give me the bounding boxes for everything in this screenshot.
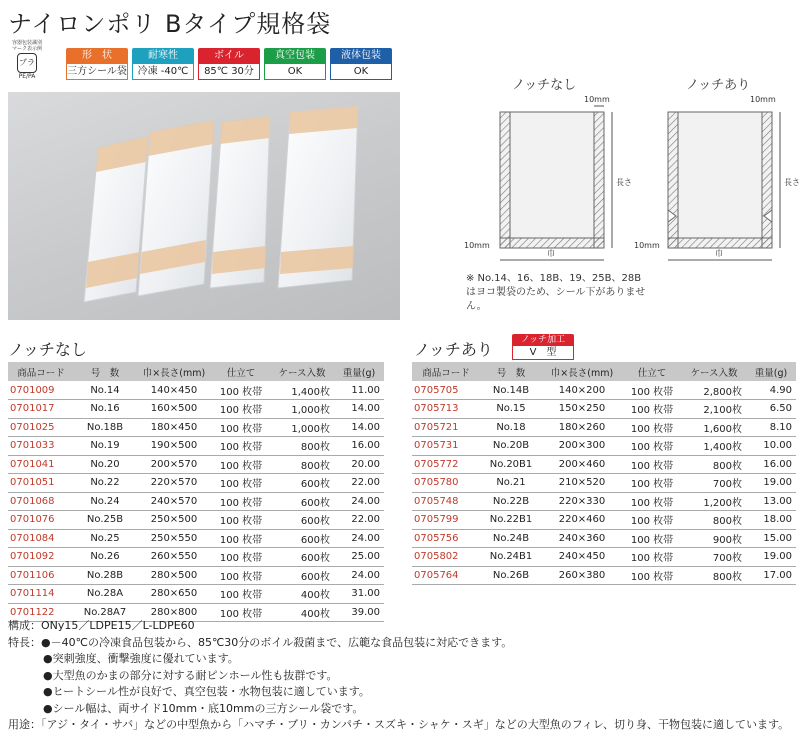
spec-head: ボイル — [198, 48, 260, 64]
cell-number: No.18B — [74, 418, 136, 437]
cell-code: 0705748 — [412, 492, 480, 511]
cell-code: 0701017 — [8, 400, 74, 419]
cell-code: 0705772 — [412, 455, 480, 474]
cell-size: 240×570 — [136, 492, 212, 511]
table-row — [412, 455, 796, 474]
pla-icon: プラ — [17, 53, 37, 73]
cell-code: 0705713 — [412, 400, 480, 419]
cell-finish: 100 枚帯 — [212, 381, 270, 400]
bag-2 — [138, 120, 214, 296]
cell-code: 0705764 — [412, 566, 480, 585]
table-row — [8, 400, 384, 419]
dim-10mm-top: 10mm — [584, 95, 610, 104]
feature-item: ●－40℃の冷凍食品包装から、85℃30分のボイル殺菌まで、広範な食品包装に対応できます。 — [41, 635, 513, 649]
bags-illustration — [8, 92, 400, 320]
cell-weight: 24.00 — [334, 492, 384, 511]
col-weight: 重量(g) — [334, 362, 384, 381]
cell-size: 240×450 — [542, 548, 622, 567]
cell-size: 240×360 — [542, 529, 622, 548]
cell-code: 0705721 — [412, 418, 480, 437]
col-code: 商品コード — [412, 362, 480, 381]
table-row — [412, 511, 796, 530]
table-row — [8, 474, 384, 493]
cell-case: 700枚 — [682, 474, 746, 493]
cell-weight: 16.00 — [746, 455, 796, 474]
cell-weight: 6.50 — [746, 400, 796, 419]
cell-finish: 100 枚帯 — [622, 492, 682, 511]
table-nonotch — [8, 362, 384, 622]
feature-item: ●シール幅は、両サイド10mm・底10mmの三方シール袋です。 — [43, 701, 364, 715]
cell-finish: 100 枚帯 — [212, 455, 270, 474]
cell-finish: 100 枚帯 — [212, 418, 270, 437]
cell-code: 0701106 — [8, 566, 74, 585]
dim-10mm-bottom-notch: 10mm — [634, 241, 660, 250]
cell-finish: 100 枚帯 — [622, 400, 682, 419]
cell-case: 1,400枚 — [270, 381, 334, 400]
bag-3 — [210, 116, 270, 288]
cell-case: 900枚 — [682, 529, 746, 548]
cell-size: 200×460 — [542, 455, 622, 474]
cell-code: 0701068 — [8, 492, 74, 511]
table-row — [8, 548, 384, 567]
cell-number: No.21 — [480, 474, 542, 493]
cell-case: 600枚 — [270, 566, 334, 585]
section-nonotch: ノッチなし — [8, 340, 87, 359]
cell-case: 2,100枚 — [682, 400, 746, 419]
cell-number: No.26B — [480, 566, 542, 585]
notch-badge — [512, 334, 574, 360]
cell-case: 400枚 — [270, 585, 334, 604]
cell-code: 0705799 — [412, 511, 480, 530]
cell-case: 400枚 — [270, 603, 334, 622]
cell-weight: 22.00 — [334, 474, 384, 493]
dim-10mm-top-notch: 10mm — [750, 95, 776, 104]
cell-number: No.18 — [480, 418, 542, 437]
table-row — [8, 492, 384, 511]
table-notch — [412, 362, 796, 585]
cell-number: No.22B — [480, 492, 542, 511]
cell-finish: 100 枚帯 — [622, 437, 682, 456]
table-row — [412, 566, 796, 585]
cell-weight: 18.00 — [746, 511, 796, 530]
cell-case: 2,800枚 — [682, 381, 746, 400]
spec-head: 耐寒性 — [132, 48, 194, 64]
cell-case: 1,000枚 — [270, 418, 334, 437]
cell-size: 180×450 — [136, 418, 212, 437]
diagram-label-notch: ノッチあり — [686, 78, 751, 93]
composition: 構成：ONy15／LDPE15／L-LDPE60 — [8, 619, 195, 632]
col-size: 巾×長さ(mm) — [136, 362, 212, 381]
cell-number: No.24B1 — [480, 548, 542, 567]
cell-number: No.16 — [74, 400, 136, 419]
cell-size: 280×500 — [136, 566, 212, 585]
cell-finish: 100 枚帯 — [622, 548, 682, 567]
usage: 用途：「アジ・タイ・サバ」などの中型魚から「ハマチ・ブリ・カンパチ・スズキ・シャケ・スギ」などの大型魚のフィレ、切り身、干物包装に適しています。 — [8, 718, 790, 731]
spec-value: OK — [330, 64, 392, 80]
cell-case: 1,600枚 — [682, 418, 746, 437]
col-case: ケース入数 — [270, 362, 334, 381]
cell-weight: 22.00 — [334, 511, 384, 530]
cell-size: 150×250 — [542, 400, 622, 419]
recycle-material: PE/PA — [18, 73, 36, 80]
table-row — [412, 418, 796, 437]
cell-finish: 100 枚帯 — [212, 603, 270, 622]
cell-finish: 100 枚帯 — [212, 400, 270, 419]
table-row — [412, 529, 796, 548]
spec-value: OK — [264, 64, 326, 80]
cell-size: 260×550 — [136, 548, 212, 567]
spec-value: 冷凍 -40℃ — [132, 64, 194, 80]
table-row — [8, 585, 384, 604]
cell-number: No.28A7 — [74, 603, 136, 622]
cell-size: 260×380 — [542, 566, 622, 585]
col-code: 商品コード — [8, 362, 74, 381]
cell-number: No.24B — [480, 529, 542, 548]
table-row — [8, 437, 384, 456]
cell-size: 220×330 — [542, 492, 622, 511]
cell-size: 220×570 — [136, 474, 212, 493]
cell-weight: 19.00 — [746, 474, 796, 493]
cell-size: 220×460 — [542, 511, 622, 530]
cell-weight: 15.00 — [746, 529, 796, 548]
col-finish: 仕立て — [212, 362, 270, 381]
cell-number: No.14 — [74, 381, 136, 400]
table-row — [8, 381, 384, 400]
table-row — [412, 400, 796, 419]
spec-shape — [66, 48, 128, 80]
cell-weight: 24.00 — [334, 566, 384, 585]
cell-code: 0701092 — [8, 548, 74, 567]
cell-number: No.15 — [480, 400, 542, 419]
cell-size: 180×260 — [542, 418, 622, 437]
cell-number: No.25B — [74, 511, 136, 530]
cell-case: 1,000枚 — [270, 400, 334, 419]
spec-value: 85℃ 30分 — [198, 64, 260, 80]
badge-bottom: V 型 — [512, 346, 574, 360]
table-row — [412, 474, 796, 493]
table-row — [8, 529, 384, 548]
cell-weight: 11.00 — [334, 381, 384, 400]
cell-size: 140×200 — [542, 381, 622, 400]
cell-size: 200×570 — [136, 455, 212, 474]
cell-size: 250×550 — [136, 529, 212, 548]
cell-weight: 39.00 — [334, 603, 384, 622]
cell-number: No.28A — [74, 585, 136, 604]
table-row — [8, 455, 384, 474]
spec-tabs — [66, 48, 392, 80]
bag-1 — [84, 136, 148, 302]
cell-code: 0705756 — [412, 529, 480, 548]
cell-weight: 14.00 — [334, 418, 384, 437]
dim-length-notch: 長さ — [784, 178, 800, 187]
table-header-row — [8, 362, 384, 381]
cell-weight: 10.00 — [746, 437, 796, 456]
cell-finish: 100 枚帯 — [212, 474, 270, 493]
cell-case: 800枚 — [682, 511, 746, 530]
note-text: ※ No.14、16、18B、19、25B、28B はヨコ製袋のため、シール下がありません。 — [466, 273, 646, 312]
spec-boil — [198, 48, 260, 80]
diagram-notch — [634, 95, 800, 260]
product-photo — [8, 92, 400, 320]
cell-code: 0701033 — [8, 437, 74, 456]
table-row — [8, 566, 384, 585]
cell-size: 140×450 — [136, 381, 212, 400]
features — [8, 635, 798, 652]
cell-case: 800枚 — [270, 437, 334, 456]
bag-4 — [278, 106, 358, 288]
diagram-label-nonotch: ノッチなし — [512, 78, 577, 93]
page-title: ナイロンポリ Bタイプ規格袋 — [8, 10, 332, 38]
cell-weight: 16.00 — [334, 437, 384, 456]
diagram-nonotch — [464, 95, 632, 260]
cell-case: 600枚 — [270, 492, 334, 511]
dim-width: 巾 — [547, 249, 555, 258]
feature-item: ●ヒートシール性が良好で、真空包装・水物包装に適しています。 — [43, 685, 370, 698]
cell-number: No.20B — [480, 437, 542, 456]
cell-weight: 20.00 — [334, 455, 384, 474]
cell-case: 1,200枚 — [682, 492, 746, 511]
cell-case: 700枚 — [682, 548, 746, 567]
cell-case: 600枚 — [270, 474, 334, 493]
dim-width-notch: 巾 — [715, 249, 723, 258]
spec-value: 三方シール袋 — [66, 64, 128, 80]
cell-finish: 100 枚帯 — [212, 437, 270, 456]
features-label: 特長： — [8, 635, 41, 649]
cell-number: No.20 — [74, 455, 136, 474]
col-weight: 重量(g) — [746, 362, 796, 381]
spec-cold — [132, 48, 194, 80]
cell-size: 190×500 — [136, 437, 212, 456]
cell-number: No.26 — [74, 548, 136, 567]
cell-case: 600枚 — [270, 548, 334, 567]
cell-size: 250×500 — [136, 511, 212, 530]
table-row — [412, 548, 796, 567]
cell-finish: 100 枚帯 — [212, 529, 270, 548]
cell-finish: 100 枚帯 — [212, 566, 270, 585]
cell-number: No.14B — [480, 381, 542, 400]
cell-code: 0705731 — [412, 437, 480, 456]
cell-finish: 100 枚帯 — [212, 492, 270, 511]
cell-code: 0701076 — [8, 511, 74, 530]
table-row — [8, 418, 384, 437]
cell-number: No.20B1 — [480, 455, 542, 474]
cell-number: No.25 — [74, 529, 136, 548]
cell-code: 0701084 — [8, 529, 74, 548]
spec-liquid — [330, 48, 392, 80]
cell-case: 800枚 — [270, 455, 334, 474]
cell-weight: 4.90 — [746, 381, 796, 400]
cell-number: No.28B — [74, 566, 136, 585]
cell-weight: 14.00 — [334, 400, 384, 419]
recycle-caption: 容器包装識別マーク表示例 — [11, 40, 42, 52]
cell-code: 0701041 — [8, 455, 74, 474]
cell-code: 0705802 — [412, 548, 480, 567]
cell-weight: 8.10 — [746, 418, 796, 437]
dim-length: 長さ — [616, 178, 632, 187]
recycle-mark — [10, 40, 44, 82]
col-number: 号 数 — [74, 362, 136, 381]
cell-finish: 100 枚帯 — [212, 548, 270, 567]
cell-weight: 17.00 — [746, 566, 796, 585]
badge-top: ノッチ加工 — [512, 334, 574, 346]
dim-10mm-bottom: 10mm — [464, 241, 490, 250]
spec-head: 液体包装 — [330, 48, 392, 64]
table-row — [412, 437, 796, 456]
col-case: ケース入数 — [682, 362, 746, 381]
cell-finish: 100 枚帯 — [622, 529, 682, 548]
feature-item: ●大型魚のかまの部分に対する耐ピンホール性も抜群です。 — [43, 668, 338, 682]
table-row — [8, 511, 384, 530]
cell-code: 0705780 — [412, 474, 480, 493]
cell-code: 0701009 — [8, 381, 74, 400]
cell-case: 800枚 — [682, 455, 746, 474]
description — [8, 618, 798, 734]
cell-finish: 100 枚帯 — [622, 418, 682, 437]
cell-code: 0701122 — [8, 603, 74, 622]
cell-case: 600枚 — [270, 529, 334, 548]
spec-head: 形 状 — [66, 48, 128, 64]
section-notch: ノッチあり — [414, 340, 493, 359]
cell-code: 0701025 — [8, 418, 74, 437]
cell-finish: 100 枚帯 — [212, 585, 270, 604]
cell-code: 0701114 — [8, 585, 74, 604]
feature-item: ●突刺強度、衝撃強度に優れています。 — [43, 652, 239, 665]
cell-size: 160×500 — [136, 400, 212, 419]
table-row — [412, 492, 796, 511]
col-number: 号 数 — [480, 362, 542, 381]
col-size: 巾×長さ(mm) — [542, 362, 622, 381]
cell-finish: 100 枚帯 — [622, 566, 682, 585]
cell-case: 1,400枚 — [682, 437, 746, 456]
cell-weight: 24.00 — [334, 529, 384, 548]
cell-weight: 13.00 — [746, 492, 796, 511]
cell-weight: 31.00 — [334, 585, 384, 604]
cell-number: No.22 — [74, 474, 136, 493]
cell-case: 600枚 — [270, 511, 334, 530]
cell-size: 280×800 — [136, 603, 212, 622]
cell-weight: 25.00 — [334, 548, 384, 567]
cell-size: 200×300 — [542, 437, 622, 456]
cell-finish: 100 枚帯 — [622, 455, 682, 474]
cell-code: 0705705 — [412, 381, 480, 400]
cell-size: 280×650 — [136, 585, 212, 604]
cell-number: No.19 — [74, 437, 136, 456]
spec-head: 真空包装 — [264, 48, 326, 64]
cell-finish: 100 枚帯 — [622, 474, 682, 493]
cell-finish: 100 枚帯 — [622, 511, 682, 530]
cell-finish: 100 枚帯 — [212, 511, 270, 530]
cell-size: 210×520 — [542, 474, 622, 493]
diagram-svg — [450, 90, 800, 290]
spec-vacuum — [264, 48, 326, 80]
cell-case: 800枚 — [682, 566, 746, 585]
cell-weight: 19.00 — [746, 548, 796, 567]
cell-number: No.24 — [74, 492, 136, 511]
table-row — [412, 381, 796, 400]
cell-code: 0701051 — [8, 474, 74, 493]
cell-finish: 100 枚帯 — [622, 381, 682, 400]
table-header-row — [412, 362, 796, 381]
col-finish: 仕立て — [622, 362, 682, 381]
cell-number: No.22B1 — [480, 511, 542, 530]
